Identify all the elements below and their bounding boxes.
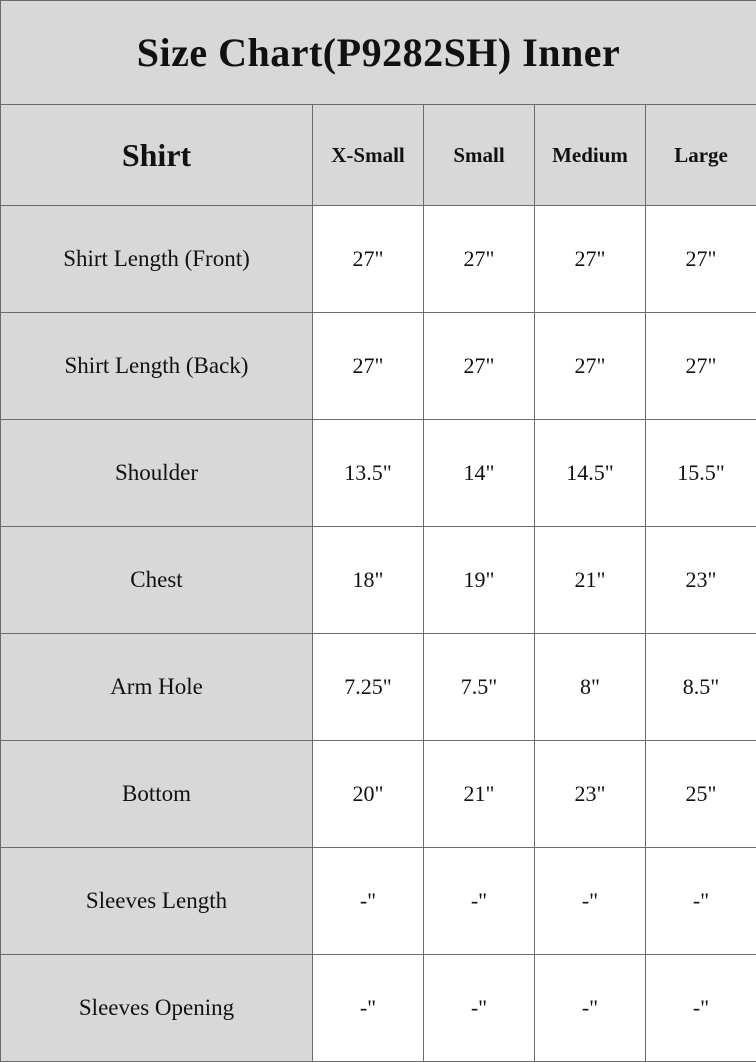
row-label: Sleeves Length (1, 848, 313, 955)
cell-value: 13.5" (313, 420, 424, 527)
cell-value: 18" (313, 527, 424, 634)
table-row (1, 313, 756, 420)
table-row (1, 527, 756, 634)
table-row (1, 420, 756, 527)
cell-value: 27" (535, 313, 646, 420)
cell-value: 23" (535, 741, 646, 848)
row-label: Shirt Length (Back) (1, 313, 313, 420)
cell-value: -" (313, 848, 424, 955)
row-label: Bottom (1, 741, 313, 848)
cell-value: 7.25" (313, 634, 424, 741)
column-header-large: Large (646, 105, 756, 206)
cell-value: -" (535, 848, 646, 955)
table-row (1, 955, 756, 1062)
table-row (1, 848, 756, 955)
cell-value: 25" (646, 741, 756, 848)
cell-value: 21" (535, 527, 646, 634)
row-label: Sleeves Opening (1, 955, 313, 1062)
cell-value: 27" (535, 206, 646, 313)
row-label: Shoulder (1, 420, 313, 527)
cell-value: 27" (424, 206, 535, 313)
cell-value: -" (535, 955, 646, 1062)
cell-value: 8" (535, 634, 646, 741)
row-label: Chest (1, 527, 313, 634)
cell-value: 20" (313, 741, 424, 848)
header-row (1, 105, 756, 206)
cell-value: 7.5" (424, 634, 535, 741)
cell-value: 27" (313, 313, 424, 420)
row-label: Shirt Length (Front) (1, 206, 313, 313)
column-header-small: Small (424, 105, 535, 206)
row-label: Arm Hole (1, 634, 313, 741)
page-title: Size Chart(P9282SH) Inner (1, 1, 756, 105)
cell-value: -" (424, 848, 535, 955)
cell-value: 14.5" (535, 420, 646, 527)
cell-value: 23" (646, 527, 756, 634)
table-corner-label: Shirt (1, 105, 313, 206)
cell-value: 14" (424, 420, 535, 527)
column-header-medium: Medium (535, 105, 646, 206)
cell-value: 19" (424, 527, 535, 634)
cell-value: 27" (646, 313, 756, 420)
cell-value: 27" (646, 206, 756, 313)
cell-value: -" (646, 848, 756, 955)
title-row (1, 1, 756, 105)
cell-value: -" (424, 955, 535, 1062)
cell-value: 8.5" (646, 634, 756, 741)
table-row (1, 206, 756, 313)
table-row (1, 741, 756, 848)
cell-value: -" (313, 955, 424, 1062)
cell-value: -" (646, 955, 756, 1062)
cell-value: 27" (313, 206, 424, 313)
cell-value: 15.5" (646, 420, 756, 527)
table-row (1, 634, 756, 741)
cell-value: 27" (424, 313, 535, 420)
cell-value: 21" (424, 741, 535, 848)
column-header-x-small: X-Small (313, 105, 424, 206)
